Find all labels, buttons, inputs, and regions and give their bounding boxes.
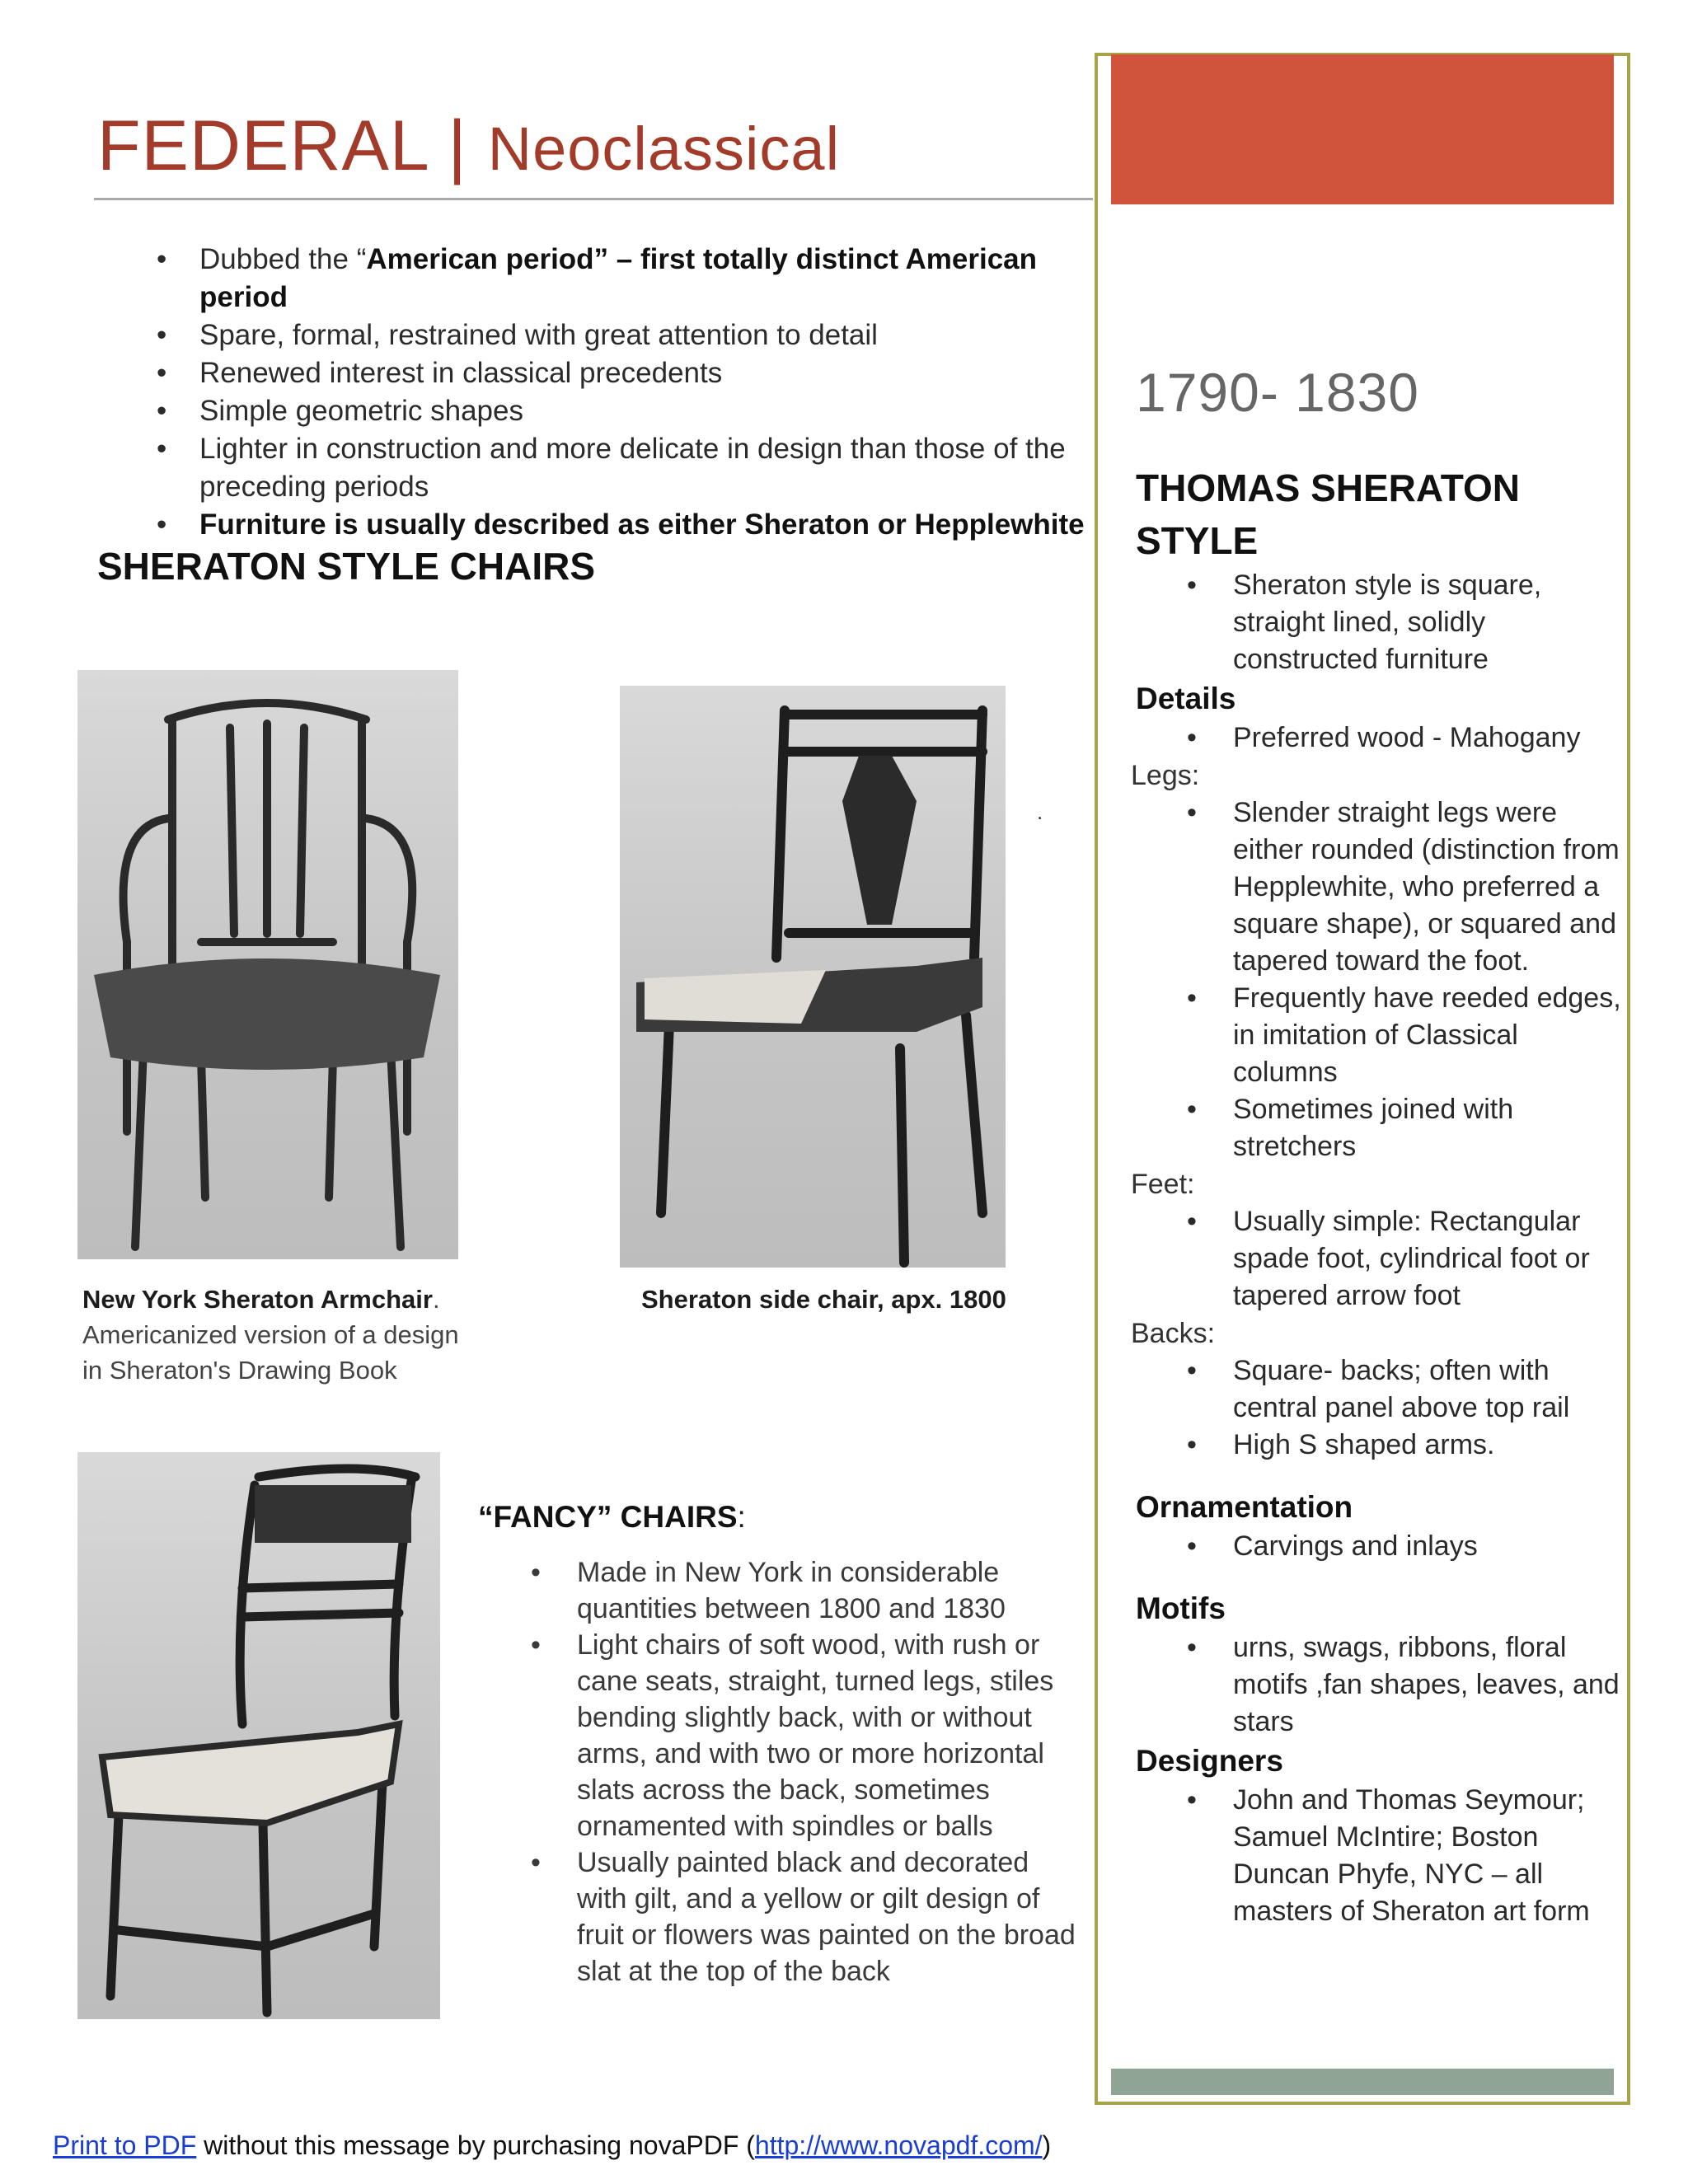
backs-item: • Square- backs; often with central panel above top rail bbox=[1136, 1352, 1622, 1427]
details-list bbox=[1136, 719, 1622, 757]
fancy-chair-illustration bbox=[77, 1452, 440, 2019]
intro-item bbox=[97, 430, 1103, 506]
sidebar-header-block bbox=[1111, 54, 1614, 204]
sidebar-heading: THOMAS SHERATON STYLE bbox=[1136, 466, 1520, 562]
backs-item: • High S shaped arms. bbox=[1136, 1427, 1622, 1464]
details-heading: Details bbox=[1136, 682, 1236, 715]
legs-label: Legs: bbox=[1131, 760, 1200, 791]
sidebar-footer-block bbox=[1111, 2069, 1614, 2095]
backs-label: Backs: bbox=[1131, 1318, 1216, 1349]
intro-text: Renewed interest in classical precedents bbox=[199, 357, 723, 389]
sheraton-chairs-heading: SHERATON STYLE CHAIRS bbox=[97, 545, 596, 588]
footer-text: without this message by purchasing novaPDF ( bbox=[196, 2130, 755, 2160]
legs-item: • Slender straight legs were either rounded (distinction from Hepplewhite, who preferred a square shape), or squared and tapered toward the foot. bbox=[1136, 794, 1622, 980]
intro-item bbox=[97, 316, 1103, 354]
title-subtitle: Neoclassical bbox=[487, 115, 841, 183]
intro-item bbox=[97, 392, 1103, 430]
intro-list bbox=[97, 241, 1103, 544]
fancy-item: • Light chairs of soft wood, with rush or cane seats, straight, turned legs, stiles bending slightly back, with or without arms, and with two or more horizontal slats across the back, sometimes ornamented with spindles or balls bbox=[478, 1627, 1080, 1844]
details-item: • Preferred wood - Mahogany bbox=[1136, 719, 1622, 757]
armchair-illustration bbox=[77, 670, 458, 1259]
title-main: FEDERAL bbox=[97, 106, 428, 185]
armchair-caption-title: New York Sheraton Armchair bbox=[82, 1285, 433, 1314]
style-list bbox=[1136, 567, 1622, 678]
side-chair-caption bbox=[641, 1282, 1006, 1317]
title-divider bbox=[94, 198, 1093, 200]
fancy-item: • Usually painted black and decorated with gilt, and a yellow or gilt design of fruit or flowers was painted on the broad slat at the top of the back bbox=[478, 1844, 1080, 1990]
stray-dot: . bbox=[1037, 799, 1043, 824]
fancy-chairs-heading bbox=[478, 1500, 746, 1535]
legs-list bbox=[1136, 794, 1622, 1165]
armchair-caption bbox=[82, 1282, 478, 1388]
print-to-pdf-link[interactable]: Print to PDF bbox=[53, 2130, 197, 2160]
intro-item bbox=[97, 506, 1103, 544]
sidebar-content bbox=[1131, 462, 1622, 1930]
side-chair-caption-title: Sheraton side chair, apx. 1800 bbox=[641, 1285, 1006, 1314]
intro-item bbox=[97, 241, 1103, 316]
motifs-item: • urns, swags, ribbons, floral motifs ,fan shapes, leaves, and stars bbox=[1136, 1629, 1622, 1741]
side-chair-illustration bbox=[620, 686, 1006, 1268]
designers-heading: Designers bbox=[1136, 1744, 1283, 1778]
ornamentation-item: • Carvings and inlays bbox=[1136, 1528, 1622, 1565]
designers-item: • John and Thomas Seymour; Samuel McIntire; Boston Duncan Phyfe, NYC – all masters of Sheraton art form bbox=[1136, 1782, 1622, 1930]
page-title bbox=[97, 105, 840, 187]
feet-label: Feet: bbox=[1131, 1169, 1195, 1200]
armchair-caption-period: . bbox=[432, 1285, 440, 1314]
backs-list bbox=[1136, 1352, 1622, 1464]
designers-list bbox=[1136, 1782, 1622, 1930]
pdf-footer bbox=[53, 2130, 1051, 2161]
intro-text: Dubbed the “ bbox=[199, 243, 367, 275]
fancy-chairs-title: “FANCY” CHAIRS bbox=[478, 1500, 738, 1534]
legs-item: • Sometimes joined with stretchers bbox=[1136, 1091, 1622, 1165]
feet-item: • Usually simple: Rectangular spade foot, cylindrical foot or tapered arrow foot bbox=[1136, 1203, 1622, 1315]
fancy-chair-photo bbox=[77, 1452, 440, 2019]
intro-text: Lighter in construction and more delicate in design than those of the preceding periods bbox=[199, 433, 1066, 503]
intro-bold-text: American period” – first totally distinct American period bbox=[199, 243, 1038, 313]
fancy-chairs-list bbox=[478, 1554, 1080, 1990]
title-separator: | bbox=[448, 106, 467, 185]
style-item: • Sheraton style is square, straight lined, solidly constructed furniture bbox=[1136, 567, 1622, 678]
motifs-list bbox=[1136, 1629, 1622, 1741]
fancy-chairs-colon: : bbox=[737, 1500, 746, 1534]
legs-item: • Frequently have reeded edges, in imitation of Classical columns bbox=[1136, 980, 1622, 1091]
feet-list bbox=[1136, 1203, 1622, 1315]
footer-end: ) bbox=[1042, 2130, 1052, 2160]
side-chair-photo bbox=[620, 686, 1006, 1268]
motifs-heading: Motifs bbox=[1136, 1591, 1226, 1625]
date-range: 1790- 1830 bbox=[1136, 362, 1419, 423]
intro-bold-text: Furniture is usually described as either Sheraton or Hepplewhite bbox=[199, 509, 1085, 541]
armchair-photo bbox=[77, 670, 458, 1259]
novapdf-link[interactable]: http://www.novapdf.com/ bbox=[754, 2130, 1043, 2160]
ornamentation-heading: Ornamentation bbox=[1136, 1490, 1353, 1524]
armchair-caption-text: Americanized version of a design in Sheraton's Drawing Book bbox=[82, 1320, 459, 1385]
fancy-item: • Made in New York in considerable quantities between 1800 and 1830 bbox=[478, 1554, 1080, 1627]
spacer bbox=[1136, 1464, 1622, 1487]
ornamentation-list bbox=[1136, 1528, 1622, 1565]
intro-text: Simple geometric shapes bbox=[199, 395, 523, 427]
intro-text: Spare, formal, restrained with great attention to detail bbox=[199, 319, 878, 351]
intro-item bbox=[97, 354, 1103, 392]
spacer bbox=[1136, 1565, 1622, 1588]
